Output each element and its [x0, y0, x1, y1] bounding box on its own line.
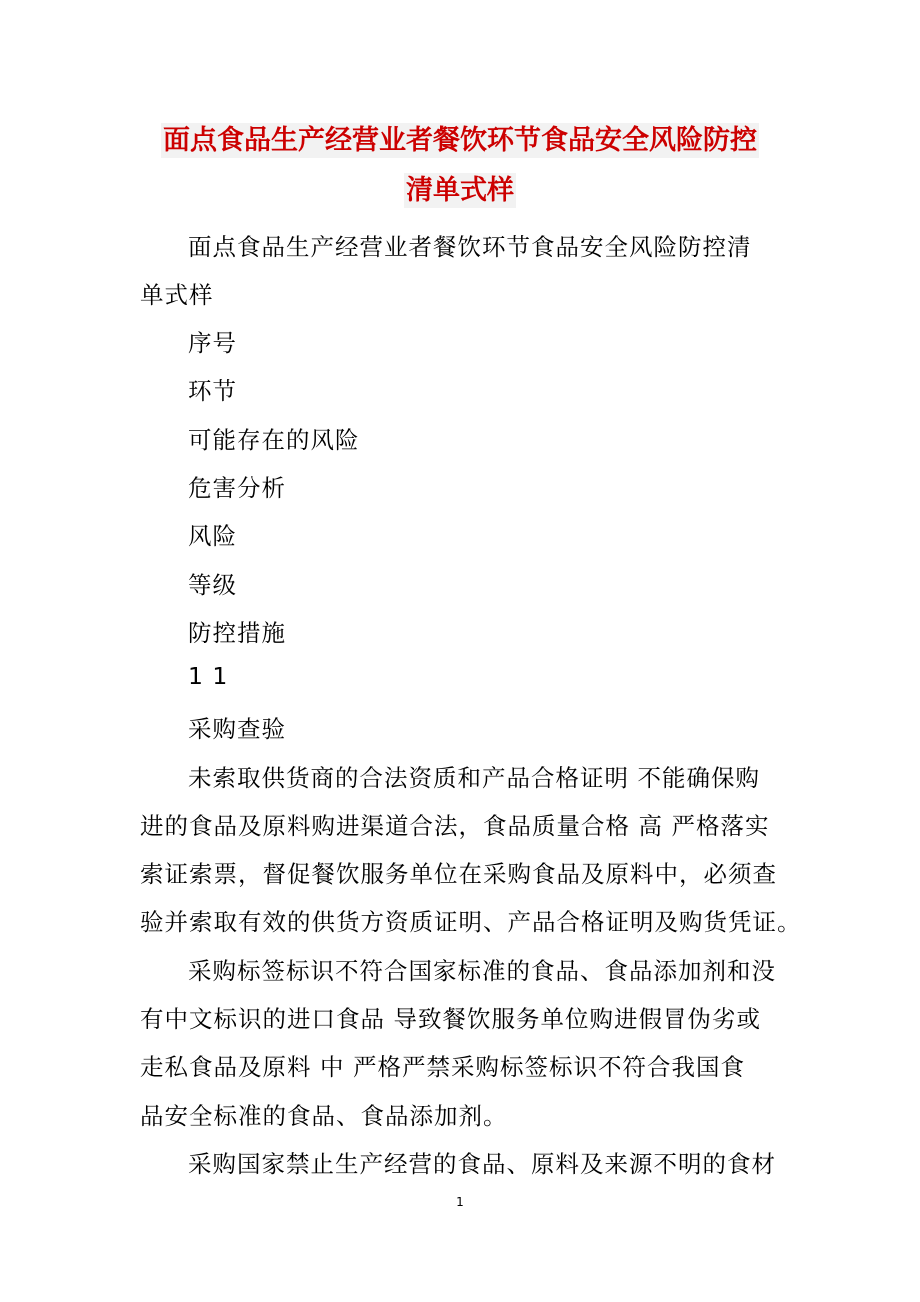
document-title-text-2: 清单式样 — [406, 175, 514, 206]
paragraph-line: 面点食品生产经营业者餐饮环节食品安全风险防控清 — [188, 233, 752, 261]
paragraph-line: 未索取供货商的合法资质和产品合格证明 不能确保购 — [188, 764, 760, 792]
document-title-text-1: 面点食品生产经营业者餐饮环节食品安全风险防控 — [163, 125, 757, 156]
paragraph-line: 品安全标准的食品、食品添加剂。 — [140, 1102, 508, 1130]
paragraph-line: 风险 — [188, 522, 237, 550]
document-title-line-1 — [140, 118, 780, 157]
paragraph-line: 序号 — [188, 329, 237, 357]
paragraph-line: 危害分析 — [188, 474, 286, 502]
paragraph-line: 索证索票，督促餐饮服务单位在采购食品及原料中，必须查 — [140, 860, 777, 888]
paragraph-line: 1 1 — [188, 662, 229, 690]
paragraph-line: 走私食品及原料 中 严格严禁采购标签标识不符合我国食 — [140, 1053, 745, 1081]
paragraph-line: 采购查验 — [188, 715, 286, 743]
paragraph-line: 单式样 — [140, 281, 214, 309]
paragraph-line: 环节 — [188, 377, 237, 405]
paragraph-line: 采购国家禁止生产经营的食品、原料及来源不明的食材 — [188, 1150, 776, 1178]
document-title-line-2 — [140, 168, 780, 207]
paragraph-line: 进的食品及原料购进渠道合法，食品质量合格 高 严格落实 — [140, 812, 770, 840]
paragraph-line: 验并索取有效的供货方资质证明、产品合格证明及购货凭证。 — [140, 908, 802, 936]
paragraph-line: 采购标签标识不符合国家标准的食品、食品添加剂和没 — [188, 957, 776, 985]
paragraph-line: 等级 — [188, 571, 237, 599]
paragraph-line: 有中文标识的进口食品 导致餐饮服务单位购进假冒伪劣或 — [140, 1005, 761, 1033]
paragraph-line: 防控措施 — [188, 619, 286, 647]
paragraph-line: 可能存在的风险 — [188, 426, 360, 454]
page-number: 1 — [456, 1195, 464, 1209]
